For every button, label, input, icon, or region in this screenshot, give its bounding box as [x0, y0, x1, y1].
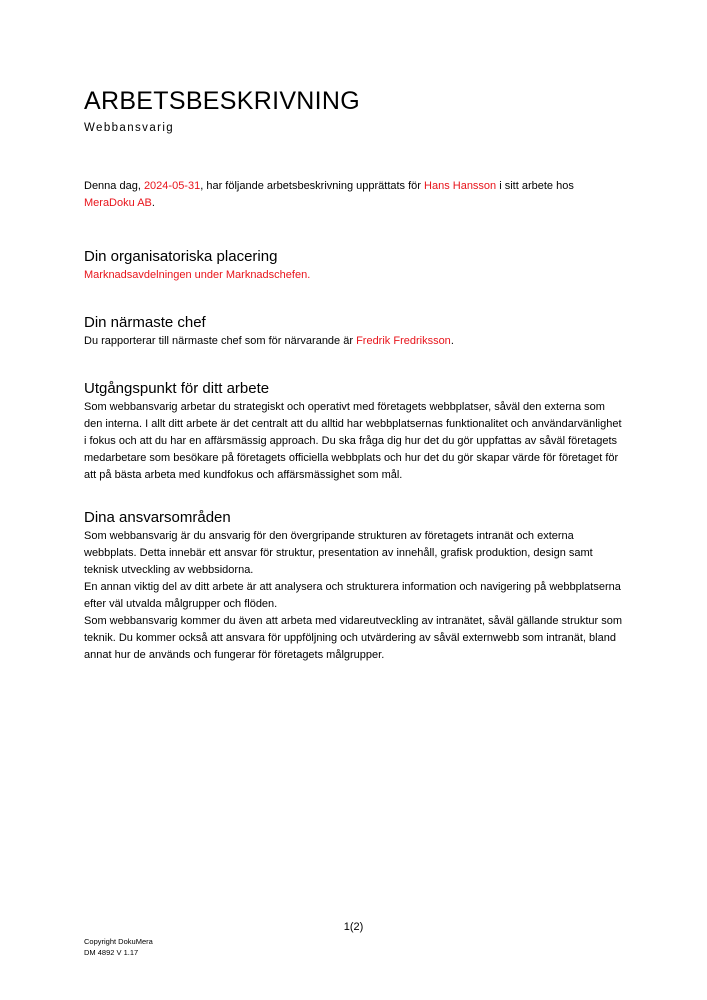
document-content — [84, 178, 624, 664]
intro-employee: Hans Hansson — [424, 180, 497, 192]
intro-text-2: , har följande arbetsbeskrivning upprättats för — [200, 180, 425, 192]
starting-point-text: Som webbansvarig arbetar du strategiskt och operativt med företagets webbplatser, såväl den externa som den interna. I allt ditt arbete är det centralt att du alltid har webbplatsernas funktionalitet och användarvänlighet i fokus och att du har en affärsmässig approach. Du ska fråga dig hur det du gör uppfattas av såväl företagets medarbetare som besökare på företagets officiella webbplats och hur det du gör skapar värde för företaget för att på bästa arbeta med kundfokus och affärsmässighet som mål. — [84, 401, 622, 481]
footer-doc-id: DM 4892 V 1.17 — [84, 948, 139, 957]
starting-point-heading: Utgångspunkt för ditt arbete — [84, 380, 270, 397]
document-subtitle: Webbansvarig — [84, 122, 175, 134]
responsibilities-paragraph-1: Som webbansvarig är du ansvarig för den övergripande strukturen av företagets intranät och externa webbplats. Detta innebär ett ansvar för struktur, presentation av innehåll, grafisk produktion, design samt teknisk utveckling av webbsidorna. — [84, 530, 593, 576]
manager-text-after: . — [450, 335, 454, 347]
manager-paragraph — [84, 333, 624, 350]
footer-copyright: Copyright DokuMera — [84, 937, 153, 946]
placement-heading: Din organisatoriska placering — [84, 248, 278, 265]
intro-text-4: . — [151, 197, 155, 209]
placement-text: Marknadsavdelningen under Marknadschefen. — [84, 269, 311, 281]
intro-paragraph — [84, 178, 624, 212]
intro-company: MeraDoku AB — [84, 197, 152, 209]
intro-text-3: i sitt arbete hos — [496, 180, 574, 192]
responsibilities-paragraph-2: En annan viktig del av ditt arbete är att analysera och strukturera information och navigering på webbplatserna efter väl utvalda målgrupper och flöden. — [84, 581, 621, 610]
intro-text-1: Denna dag, — [84, 180, 144, 192]
footer — [84, 936, 153, 958]
page-number: 1(2) — [343, 921, 364, 933]
intro-date: 2024-05-31 — [143, 180, 201, 192]
manager-text-before: Du rapporterar till närmaste chef som för närvarande är — [84, 335, 357, 347]
responsibilities-heading: Dina ansvarsområden — [84, 509, 231, 526]
responsibilities-paragraph-3: Som webbansvarig kommer du även att arbeta med vidareutveckling av intranätet, såväl gällande struktur som teknik. Du kommer också att ansvara för uppföljning och utvärdering av såväl externwebb som intranät, bland annat hur de används och fungerar för företagets målgrupper. — [84, 615, 623, 661]
document-title: ARBETSBESKRIVNING — [84, 87, 360, 115]
manager-name: Fredrik Fredriksson — [356, 335, 451, 347]
manager-heading: Din närmaste chef — [84, 314, 206, 331]
